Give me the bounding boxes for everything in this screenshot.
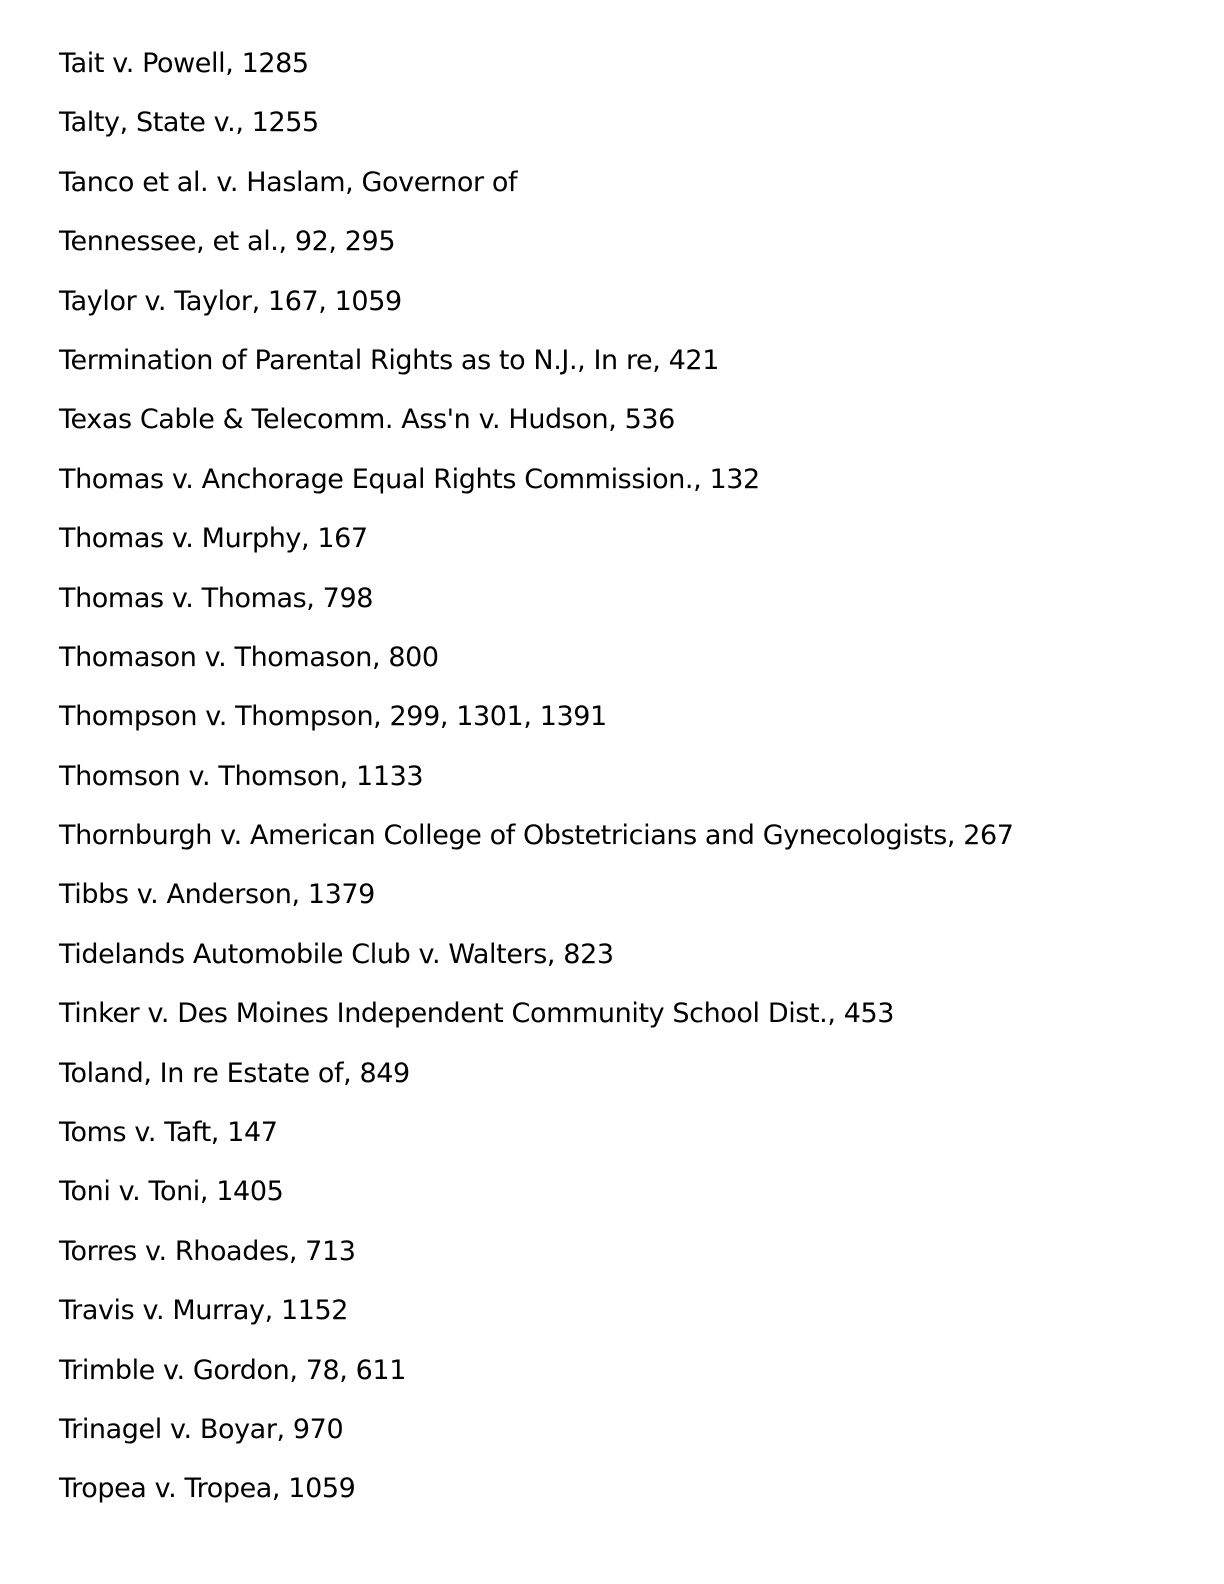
case-entry: Tanco et al. v. Haslam, Governor of [59, 166, 518, 198]
case-entry: Torres v. Rhoades, 713 [59, 1235, 356, 1267]
case-entry: Talty, State v., 1255 [59, 107, 319, 139]
case-entry: Termination of Parental Rights as to N.J., In re, 421 [59, 344, 719, 376]
case-entry: Thomas v. Thomas, 798 [59, 582, 374, 614]
case-entry: Tennessee, et al., 92, 295 [59, 226, 396, 258]
case-entry: Travis v. Murray, 1152 [59, 1295, 349, 1327]
case-entry: Thomas v. Murphy, 167 [59, 523, 368, 555]
case-entry: Thomason v. Thomason, 800 [59, 641, 439, 673]
case-index-list [59, 44, 1179, 1529]
case-entry: Texas Cable & Telecomm. Ass'n v. Hudson, 536 [59, 404, 675, 436]
case-entry: Thornburgh v. American College of Obstetricians and Gynecologists, 267 [59, 820, 1014, 852]
case-entry: Thompson v. Thompson, 299, 1301, 1391 [59, 701, 607, 733]
case-entry: Toms v. Taft, 147 [59, 1117, 278, 1149]
case-entry: Tinker v. Des Moines Independent Community School Dist., 453 [59, 998, 895, 1030]
case-entry: Trinagel v. Boyar, 970 [59, 1413, 344, 1445]
case-entry: Toland, In re Estate of, 849 [59, 1057, 410, 1089]
case-entry: Tidelands Automobile Club v. Walters, 823 [59, 938, 614, 970]
case-entry: Taylor v. Taylor, 167, 1059 [59, 285, 402, 317]
case-entry: Tropea v. Tropea, 1059 [59, 1473, 356, 1505]
case-entry: Thomson v. Thomson, 1133 [59, 760, 424, 792]
case-entry: Toni v. Toni, 1405 [59, 1176, 284, 1208]
case-entry: Tibbs v. Anderson, 1379 [59, 879, 375, 911]
case-entry: Tait v. Powell, 1285 [59, 48, 309, 79]
case-entry: Thomas v. Anchorage Equal Rights Commission., 132 [59, 463, 760, 495]
case-entry: Trimble v. Gordon, 78, 611 [59, 1354, 406, 1386]
